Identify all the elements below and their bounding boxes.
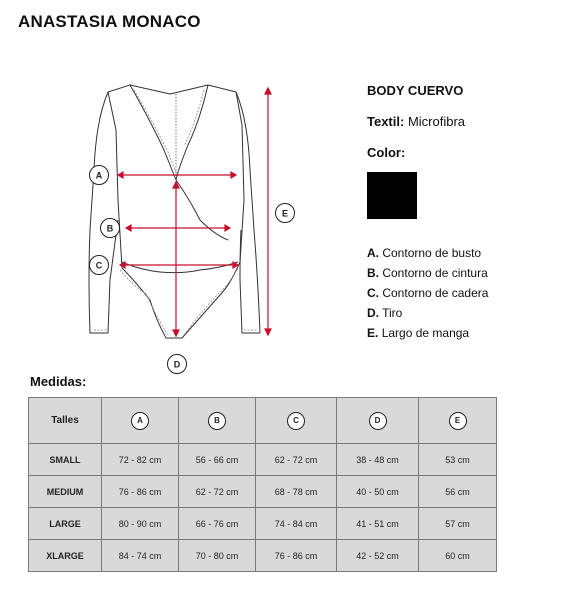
marker-d (168, 355, 187, 374)
hip-seam (122, 262, 238, 273)
svg-text:C: C (95, 260, 103, 271)
legend-item-e: E. Largo de manga (367, 326, 470, 340)
marker-b (101, 219, 120, 238)
table-row: LARGE 80 - 90 cm 66 - 76 cm 74 - 84 cm 41 - 51 cm 57 cm (29, 508, 497, 540)
header-a: A (102, 398, 179, 444)
wrap-front (176, 180, 228, 240)
size-table (28, 397, 497, 572)
header-c: C (256, 398, 337, 444)
marker-a (90, 166, 109, 185)
product-title: BODY CUERVO (367, 83, 464, 98)
header-d: D (337, 398, 419, 444)
header-b: B (179, 398, 256, 444)
textil-label: Textil: (367, 114, 405, 129)
wrap-right (176, 85, 208, 180)
legend-item-d: D. Tiro (367, 306, 403, 320)
table-header-row (29, 398, 497, 444)
brand-title: ANASTASIA MONACO (18, 12, 201, 31)
left-sleeve (89, 92, 118, 333)
wrap-left (130, 85, 176, 180)
legend-item-c: C. Contorno de cadera (367, 286, 489, 300)
measurement-legend (367, 243, 577, 343)
marker-c (90, 256, 109, 275)
header-e: E (419, 398, 497, 444)
table-row: SMALL 72 - 82 cm 56 - 66 cm 62 - 72 cm 38 - 48 cm 53 cm (29, 444, 497, 476)
right-sleeve (236, 92, 260, 333)
svg-text:A: A (95, 170, 103, 181)
table-row: MEDIUM 76 - 86 cm 62 - 72 cm 68 - 78 cm 40 - 50 cm 56 cm (29, 476, 497, 508)
textil-attr (367, 114, 577, 129)
svg-text:D: D (173, 359, 181, 370)
measures-title: Medidas: (30, 374, 87, 389)
legend-item-b: B. Contorno de cintura (367, 266, 488, 280)
color-swatch (367, 172, 417, 219)
product-info (367, 83, 577, 343)
legend-item-a: A. Contorno de busto (367, 246, 482, 260)
svg-text:E: E (281, 208, 289, 219)
table-row: XLARGE 84 - 74 cm 70 - 80 cm 76 - 86 cm 42 - 52 cm 60 cm (29, 540, 497, 572)
garment-diagram (70, 80, 310, 375)
textil-value: Microfibra (407, 114, 466, 129)
svg-text:B: B (106, 223, 114, 234)
color-label: Color: (367, 145, 406, 160)
header-talles: Talles (29, 398, 102, 444)
marker-e (276, 204, 295, 223)
